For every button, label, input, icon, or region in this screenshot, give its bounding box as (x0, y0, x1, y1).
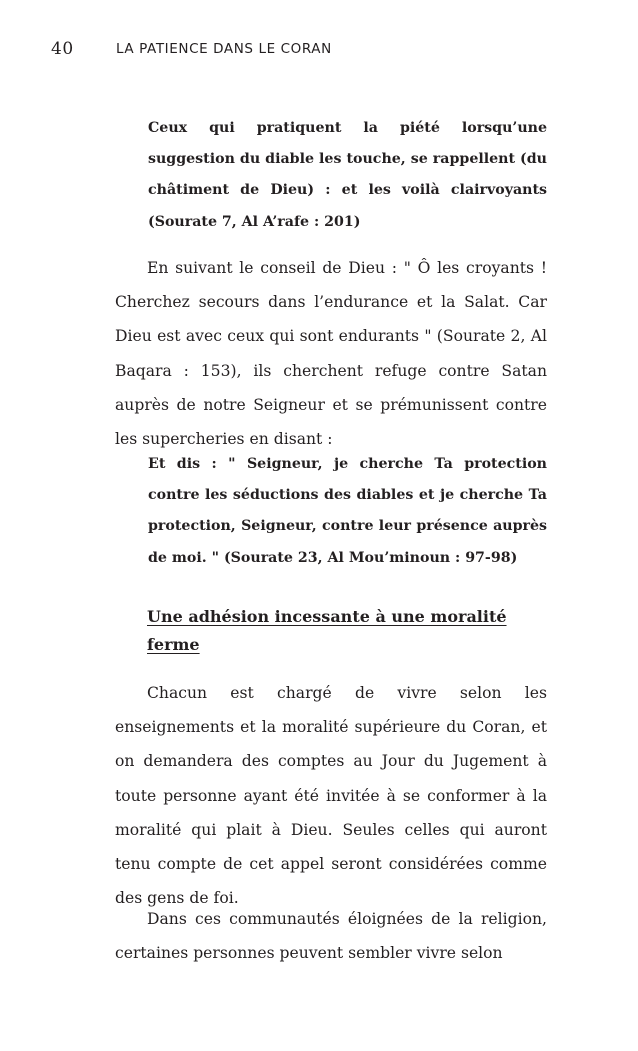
section-heading: Une adhésion incessante à une moralité ferme (147, 607, 507, 654)
body-paragraph-3: Dans ces communautés éloignées de la religion, certaines personnes peuvent sembler vivre selon (115, 910, 547, 963)
page-number: 40 (51, 39, 74, 59)
quran-quote-2: Et dis : " Seigneur, je cherche Ta protection contre les séductions des diables et je cherche Ta protection, Seigneur, contre leur présence auprès de moi. " (Sourate 23, Al Mou’minoun : 97-98) (148, 456, 547, 566)
body-paragraph-1: En suivant le conseil de Dieu : " Ô les croyants ! Cherchez secours dans l’endurance et la Salat. Car Dieu est avec ceux qui sont endurants " (Sourate 2, Al Baqara : 153), ils cherchent refuge contre Satan auprès de notre Seigneur et se prémunissent contre les supercheries en disant : (115, 259, 547, 449)
quran-quote-1: Ceux qui pratiquent la piété lorsqu’une suggestion du diable les touche, se rappellent (du châtiment de Dieu) : et les voilà clairvoyants (Sourate 7, Al A’rafe : 201) (148, 120, 547, 230)
body-paragraph-2: Chacun est chargé de vivre selon les enseignements et la moralité supérieure du Coran, et on demandera des comptes au Jour du Jugement à toute personne ayant été invitée à se conformer à la moralité qui plait à Dieu. Seules celles qui auront tenu compte de cet appel seront considérées comme des gens de foi. (115, 684, 547, 908)
running-head-title: LA PATIENCE DANS LE CORAN (116, 41, 332, 57)
